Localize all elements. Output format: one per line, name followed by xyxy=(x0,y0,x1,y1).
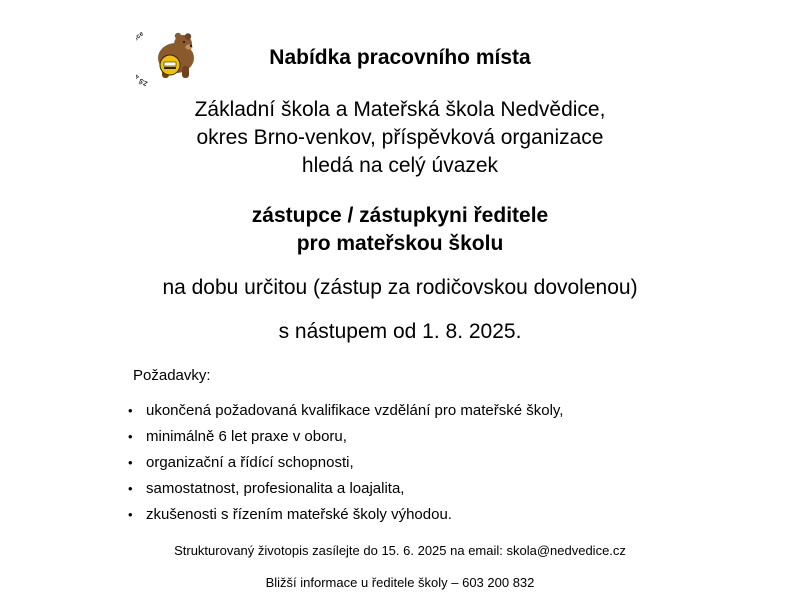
requirement-text: zkušenosti s řízením mateřské školy výhodou. xyxy=(146,506,452,523)
list-item xyxy=(128,476,563,502)
requirement-text: minimálně 6 let praxe v oboru, xyxy=(146,428,347,445)
requirements-heading: Požadavky: xyxy=(133,367,211,384)
bullet-icon: • xyxy=(128,403,133,418)
contract-term: na dobu určitou (zástup za rodičovskou dovolenou) xyxy=(162,276,638,299)
position-line-unit: pro mateřskou školu xyxy=(296,232,504,255)
page-title: Nabídka pracovního místa xyxy=(269,46,531,69)
requirement-text: samostatnost, profesionalita a loajalita, xyxy=(146,480,405,497)
requirements-list xyxy=(128,398,563,528)
logo-lettering: ZŠ e xyxy=(138,30,149,87)
list-item xyxy=(128,502,563,528)
bullet-icon: • xyxy=(128,455,133,470)
position-line-role: zástupce / zástupkyni ředitele xyxy=(251,204,549,227)
list-item xyxy=(128,398,563,424)
bullet-icon: • xyxy=(128,429,133,444)
bullet-icon: • xyxy=(128,481,133,496)
list-item xyxy=(128,450,563,476)
contact-info-note: Bližší informace u ředitele školy – 603 200 832 xyxy=(265,575,535,590)
job-position xyxy=(0,202,800,258)
employer-intro xyxy=(0,96,800,180)
bullet-icon: • xyxy=(128,507,133,522)
requirement-text: organizační a řídící schopnosti, xyxy=(146,454,354,471)
intro-line-seeking: hledá na celý úvazek xyxy=(301,154,499,177)
list-item xyxy=(128,424,563,450)
intro-line-district: okres Brno-venkov, příspěvková organizace xyxy=(196,126,604,149)
cv-submission-note: Strukturovaný životopis zasílejte do 15. 6. 2025 na email: skola@nedvedice.cz xyxy=(174,543,626,558)
start-date: s nástupem od 1. 8. 2025. xyxy=(278,320,522,343)
intro-line-school: Základní škola a Mateřská škola Nedvědice, xyxy=(194,98,606,121)
requirement-text: ukončená požadovaná kvalifikace vzdělání pro mateřské školy, xyxy=(146,402,564,419)
